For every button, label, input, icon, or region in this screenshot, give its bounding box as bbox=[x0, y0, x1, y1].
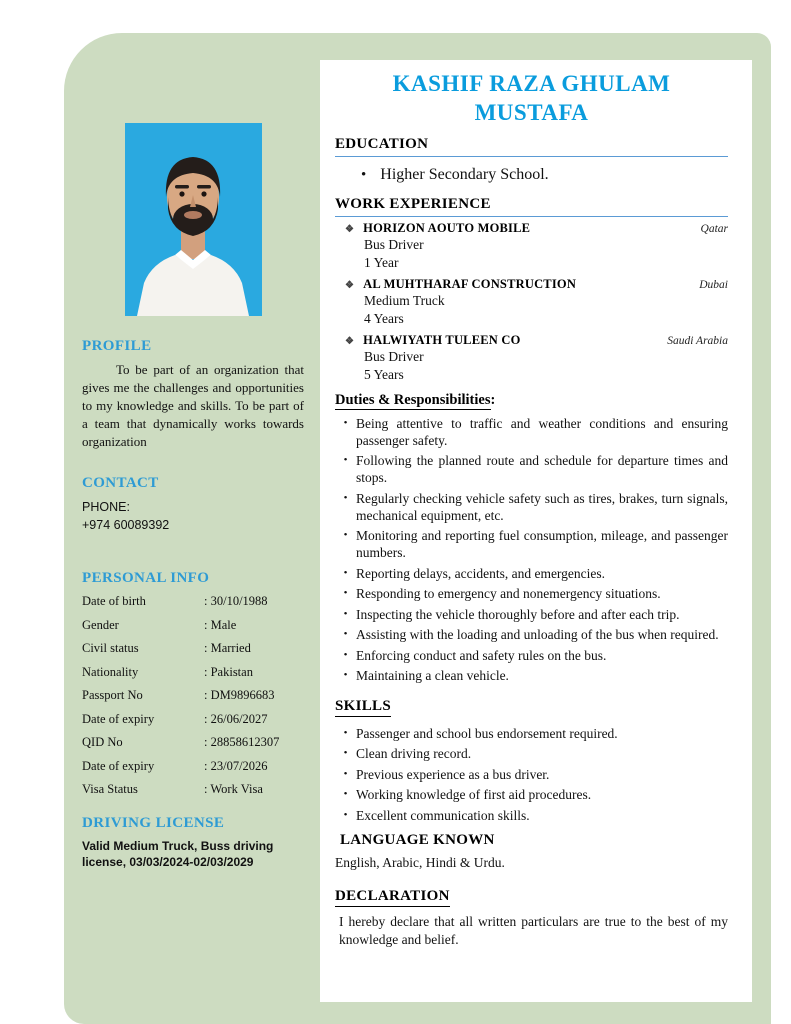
info-row bbox=[82, 734, 304, 750]
skill-item: • Previous experience as a bus driver. bbox=[335, 766, 728, 783]
job-company: ❖ HALWIYATH TULEEN CO bbox=[345, 332, 521, 347]
info-value: : 23/07/2026 bbox=[204, 758, 268, 773]
duties-section bbox=[335, 392, 728, 685]
bullet-dot-icon: • bbox=[343, 808, 348, 821]
job-role: Medium Truck bbox=[364, 292, 445, 308]
duty-item: • Regularly checking vehicle safety such as tires, brakes, turn signals, mechanical equipment, etc. bbox=[335, 490, 728, 524]
job-duration: 5 Years bbox=[364, 366, 404, 382]
education-title: EDUCATION bbox=[335, 136, 728, 157]
info-value: : 26/06/2027 bbox=[204, 711, 268, 726]
job-location: Qatar bbox=[700, 222, 728, 235]
education-item bbox=[335, 157, 728, 188]
skills-list bbox=[335, 725, 728, 824]
duty-item: • Assisting with the loading and unloading of the bus when required. bbox=[335, 626, 728, 643]
work-experience-section bbox=[335, 196, 728, 384]
skill-item: • Clean driving record. bbox=[335, 745, 728, 762]
bullet-dot-icon: • bbox=[343, 607, 348, 620]
bullet-dot-icon: • bbox=[343, 566, 348, 579]
profile-photo bbox=[125, 123, 262, 316]
bullet-dot-icon: • bbox=[343, 529, 348, 542]
bullet-dot-icon: • bbox=[343, 587, 348, 600]
profile-text: To be part of an organization that gives me the challenges and opportunities to my knowledge and skills. To be part of a team that dynamically works towards organization bbox=[82, 362, 304, 449]
info-label: Date of expiry bbox=[82, 758, 155, 773]
info-label: Nationality bbox=[82, 664, 139, 679]
main-content bbox=[320, 60, 752, 1002]
phone-number: +974 60089392 bbox=[82, 518, 170, 532]
bullet-dot-icon: • bbox=[343, 648, 348, 661]
education-item-text: Higher Secondary School. bbox=[380, 165, 549, 183]
info-label: Date of expiry bbox=[82, 711, 155, 726]
job-header bbox=[335, 221, 728, 236]
duty-item: • Enforcing conduct and safety rules on the bus. bbox=[335, 647, 728, 664]
skills-title: SKILLS bbox=[335, 698, 391, 717]
bullet-dot-icon: • bbox=[343, 416, 348, 429]
job-company: ❖ AL MUHTHARAF CONSTRUCTION bbox=[345, 276, 577, 291]
declaration-section bbox=[335, 880, 728, 949]
profile-section bbox=[82, 338, 304, 451]
bullet-dot-icon: • bbox=[343, 726, 348, 739]
bullet-dot-icon: • bbox=[343, 669, 348, 682]
work-experience-title: WORK EXPERIENCE bbox=[335, 196, 728, 217]
duty-item: • Following the planned route and schedule for departure times and stops. bbox=[335, 452, 728, 486]
phone-label: PHONE: bbox=[82, 500, 130, 514]
duty-item: • Being attentive to traffic and weather conditions and ensuring passenger safety. bbox=[335, 415, 728, 449]
job-entry bbox=[335, 333, 728, 384]
declaration-text: I hereby declare that all written particulars are true to the best of my knowledge and belief. bbox=[339, 913, 728, 947]
job-company: ❖ HORIZON AOUTO MOBILE bbox=[345, 220, 531, 235]
job-role: Bus Driver bbox=[364, 236, 424, 252]
info-row bbox=[82, 781, 304, 797]
bullet-dot-icon: • bbox=[343, 628, 348, 641]
diamond-bullet-icon: ❖ bbox=[345, 223, 355, 235]
bullet-dot-icon: • bbox=[343, 747, 348, 760]
job-entry bbox=[335, 221, 728, 272]
job-location: Saudi Arabia bbox=[667, 334, 728, 347]
info-label: Date of birth bbox=[82, 594, 146, 608]
job-header bbox=[335, 333, 728, 348]
diamond-bullet-icon: ❖ bbox=[345, 335, 355, 347]
info-row bbox=[82, 617, 304, 633]
info-value: : Male bbox=[204, 617, 237, 632]
duty-item: • Inspecting the vehicle thoroughly before and after each trip. bbox=[335, 606, 728, 623]
job-duration: 1 Year bbox=[364, 254, 399, 270]
job-list bbox=[335, 221, 728, 384]
skill-item: • Passenger and school bus endorsement required. bbox=[335, 725, 728, 742]
skill-item: • Working knowledge of first aid procedures. bbox=[335, 786, 728, 803]
duties-title: Duties & Responsibilities: bbox=[335, 391, 496, 408]
driving-license-title: DRIVING LICENSE bbox=[82, 815, 225, 831]
bullet-dot-icon: • bbox=[343, 767, 348, 780]
info-value: : Work Visa bbox=[204, 782, 263, 796]
duty-item: • Reporting delays, accidents, and emergencies. bbox=[335, 565, 728, 582]
profile-title: PROFILE bbox=[82, 338, 152, 354]
language-section bbox=[335, 832, 728, 872]
info-label: Civil status bbox=[82, 641, 139, 655]
info-label: Passport No bbox=[82, 688, 143, 702]
bullet-dot-icon: • bbox=[343, 788, 348, 801]
contact-section bbox=[82, 475, 304, 534]
name-heading: KASHIF RAZA GHULAM MUSTAFA bbox=[392, 71, 671, 125]
info-row bbox=[82, 640, 304, 656]
language-text: English, Arabic, Hindi & Urdu. bbox=[335, 854, 505, 870]
driving-license-text: Valid Medium Truck, Buss driving license, 03/03/2024-02/03/2029 bbox=[82, 839, 274, 869]
job-duration: 4 Years bbox=[364, 310, 404, 326]
info-value: : 30/10/1988 bbox=[204, 594, 268, 608]
contact-title: CONTACT bbox=[82, 475, 159, 491]
info-row bbox=[82, 593, 304, 609]
job-location: Dubai bbox=[699, 278, 728, 291]
info-label: Visa Status bbox=[82, 782, 138, 796]
info-row bbox=[82, 758, 304, 774]
diamond-bullet-icon: ❖ bbox=[345, 279, 355, 291]
personal-info-title: PERSONAL INFO bbox=[82, 570, 210, 586]
duties-list bbox=[335, 415, 728, 685]
info-row bbox=[82, 664, 304, 680]
bullet-dot-icon: • bbox=[343, 491, 348, 504]
person-avatar-icon bbox=[125, 123, 262, 316]
info-row bbox=[82, 687, 304, 703]
duty-item: • Maintaining a clean vehicle. bbox=[335, 667, 728, 684]
skills-section bbox=[335, 688, 728, 824]
personal-info-rows bbox=[82, 593, 304, 797]
info-value: : Married bbox=[204, 641, 251, 655]
duty-item: • Monitoring and reporting fuel consumption, mileage, and passenger numbers. bbox=[335, 527, 728, 561]
job-entry bbox=[335, 277, 728, 328]
sidebar bbox=[64, 33, 320, 1024]
job-header bbox=[335, 277, 728, 292]
info-row bbox=[82, 711, 304, 727]
education-section bbox=[335, 136, 728, 188]
language-title: LANGUAGE KNOWN bbox=[340, 831, 495, 848]
info-value: : DM9896683 bbox=[204, 688, 275, 702]
bullet-dot-icon: • bbox=[343, 454, 348, 467]
duty-item: • Responding to emergency and nonemergency situations. bbox=[335, 585, 728, 602]
info-label: QID No bbox=[82, 735, 123, 749]
personal-info-section bbox=[82, 570, 304, 797]
job-role: Bus Driver bbox=[364, 348, 424, 364]
info-value: : Pakistan bbox=[204, 664, 253, 679]
bullet-dot-icon: • bbox=[361, 166, 367, 183]
info-label: Gender bbox=[82, 617, 119, 632]
skill-item: • Excellent communication skills. bbox=[335, 807, 728, 824]
driving-license-section bbox=[82, 815, 304, 870]
declaration-title: DECLARATION bbox=[335, 888, 450, 907]
info-value: : 28858612307 bbox=[204, 735, 280, 749]
